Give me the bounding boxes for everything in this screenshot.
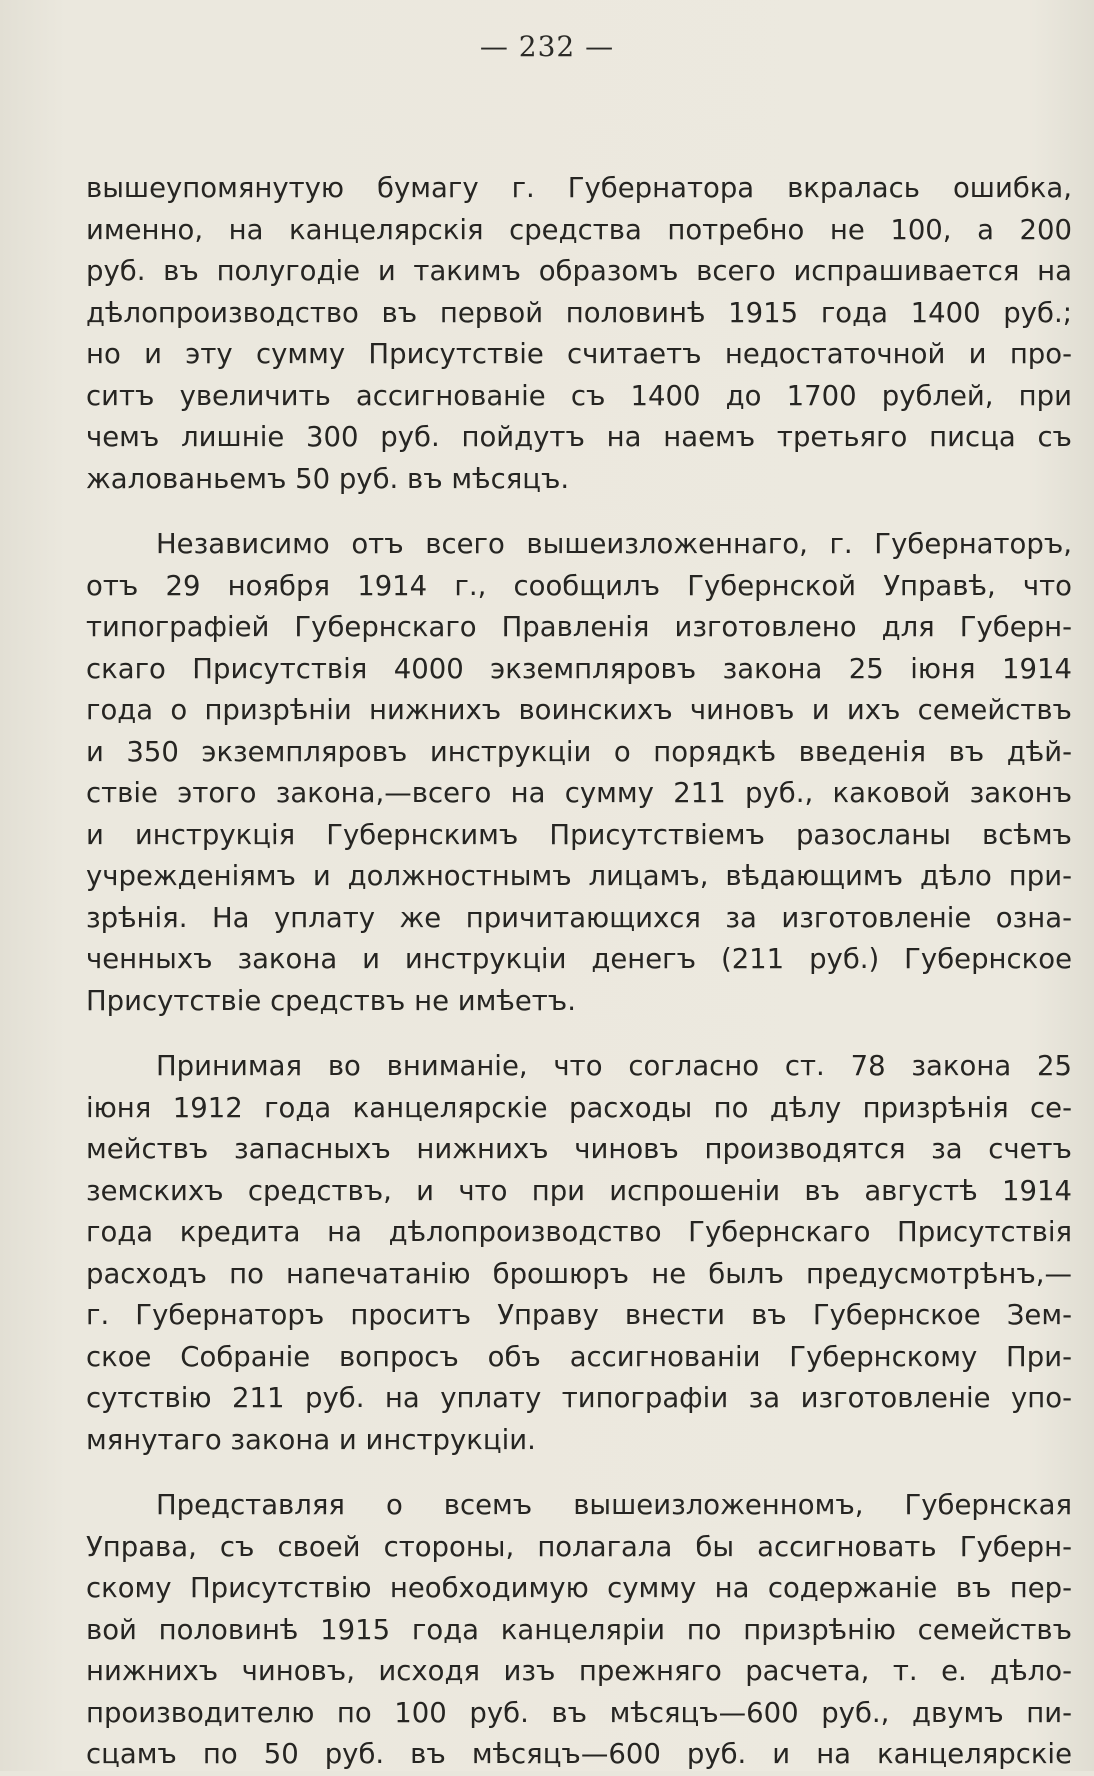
text-line: учрежденіямъ и должностнымъ лицамъ, вѣдающимъ дѣло при- — [86, 860, 1072, 892]
paragraph-gap — [86, 500, 1072, 524]
text-line: мействъ запасныхъ нижнихъ чиновъ производятся за счетъ — [86, 1133, 1072, 1165]
text-line: Присутствіе средствъ не имѣетъ. — [86, 984, 576, 1017]
text-line: ствіе этого закона,—всего на сумму 211 руб., каковой законъ — [86, 777, 1072, 809]
text-line: зрѣнія. На уплату же причитающихся за изготовленіе озна- — [86, 901, 1072, 934]
paragraph-4 — [86, 1485, 1072, 1776]
text-line: года кредита на дѣлопроизводство Губернскаго Присутствія — [86, 1216, 1072, 1248]
text-line: года о призрѣніи нижнихъ воинскихъ чиновъ и ихъ семействъ — [86, 694, 1072, 726]
paragraph-gap — [86, 1461, 1072, 1485]
text-line: ское Собраніе вопросъ объ ассигнованіи Губернскому При- — [86, 1340, 1072, 1373]
text-line: типографіей Губернскаго Правленія изготовлено для Губерн- — [86, 611, 1072, 643]
text-line: Управа, съ своей стороны, полагала бы ассигновать Губерн- — [86, 1530, 1072, 1563]
text-line: именно, на канцелярскія средства потребно не 100, а 200 — [86, 213, 1072, 246]
paragraph-2 — [86, 524, 1072, 1022]
text-line: вышеупомянутую бумагу г. Губернатора вкралась ошибка, — [86, 172, 1072, 204]
text-line: вой половинѣ 1915 года канцеляріи по призрѣнію семействъ — [86, 1613, 1072, 1646]
text-line: жалованьемъ 50 руб. въ мѣсяцъ. — [86, 462, 570, 495]
text-line: дѣлопроизводство въ первой половинѣ 1915 года 1400 руб.; — [86, 296, 1072, 329]
text-line: расходъ по напечатанію брошюръ не былъ предусмотрѣнъ,— — [86, 1257, 1072, 1290]
text-line: іюня 1912 года канцелярскіе расходы по дѣлу призрѣнія се- — [86, 1091, 1072, 1124]
text-line: Принимая во вниманіе, что согласно ст. 78 закона 25 — [156, 1050, 1072, 1082]
text-line: мянутаго закона и инструкціи. — [86, 1423, 536, 1456]
text-line: земскихъ средствъ, и что при испрошеніи въ августѣ 1914 — [86, 1174, 1072, 1207]
text-line: сутствію 211 руб. на уплату типографіи за изготовленіе упо- — [86, 1382, 1072, 1414]
text-line: отъ 29 ноября 1914 г., сообщилъ Губернской Управѣ, что — [86, 569, 1072, 602]
text-line: скаго Присутствія 4000 экземпляровъ закона 25 іюня 1914 — [86, 652, 1072, 685]
text-line: Представляя о всемъ вышеизложенномъ, Губернская — [156, 1489, 1072, 1521]
text-line: чемъ лишніе 300 руб. пойдутъ на наемъ третьяго писца съ — [86, 421, 1072, 453]
paragraph-1 — [86, 168, 1072, 500]
text-line: и 350 экземпляровъ инструкціи о порядкѣ введенія въ дѣй- — [86, 735, 1072, 768]
text-line: ченныхъ закона и инструкціи денегъ (211 руб.) Губернское — [86, 943, 1072, 975]
text-line: и инструкція Губернскимъ Присутствіемъ разосланы всѣмъ — [86, 818, 1072, 851]
text-line: но и эту сумму Присутствіе считаетъ недостаточной и про- — [86, 338, 1072, 370]
text-line: Независимо отъ всего вышеизложеннаго, г. Губернаторъ, — [156, 528, 1072, 560]
text-line: сцамъ по 50 руб. въ мѣсяцъ—600 руб. и на канцелярскіе — [86, 1738, 1072, 1770]
text-line: г. Губернаторъ проситъ Управу внести въ Губернское Зем- — [86, 1299, 1072, 1331]
page-number: — 232 — — [479, 30, 615, 63]
paragraph-3 — [86, 1046, 1072, 1461]
text-line: руб. въ полугодіе и такимъ образомъ всего испрашивается на — [86, 255, 1072, 287]
paragraph-gap — [86, 1022, 1072, 1046]
text-line: нижнихъ чиновъ, исходя изъ прежняго расчета, т. е. дѣло- — [86, 1655, 1072, 1687]
body-text — [86, 168, 1072, 1776]
text-line: скому Присутствію необходимую сумму на содержаніе въ пер- — [86, 1572, 1072, 1604]
text-line: ситъ увеличить ассигнованіе съ 1400 до 1700 рублей, при — [86, 379, 1072, 412]
text-line: производителю по 100 руб. въ мѣсяцъ—600 руб., двумъ пи- — [86, 1696, 1072, 1729]
